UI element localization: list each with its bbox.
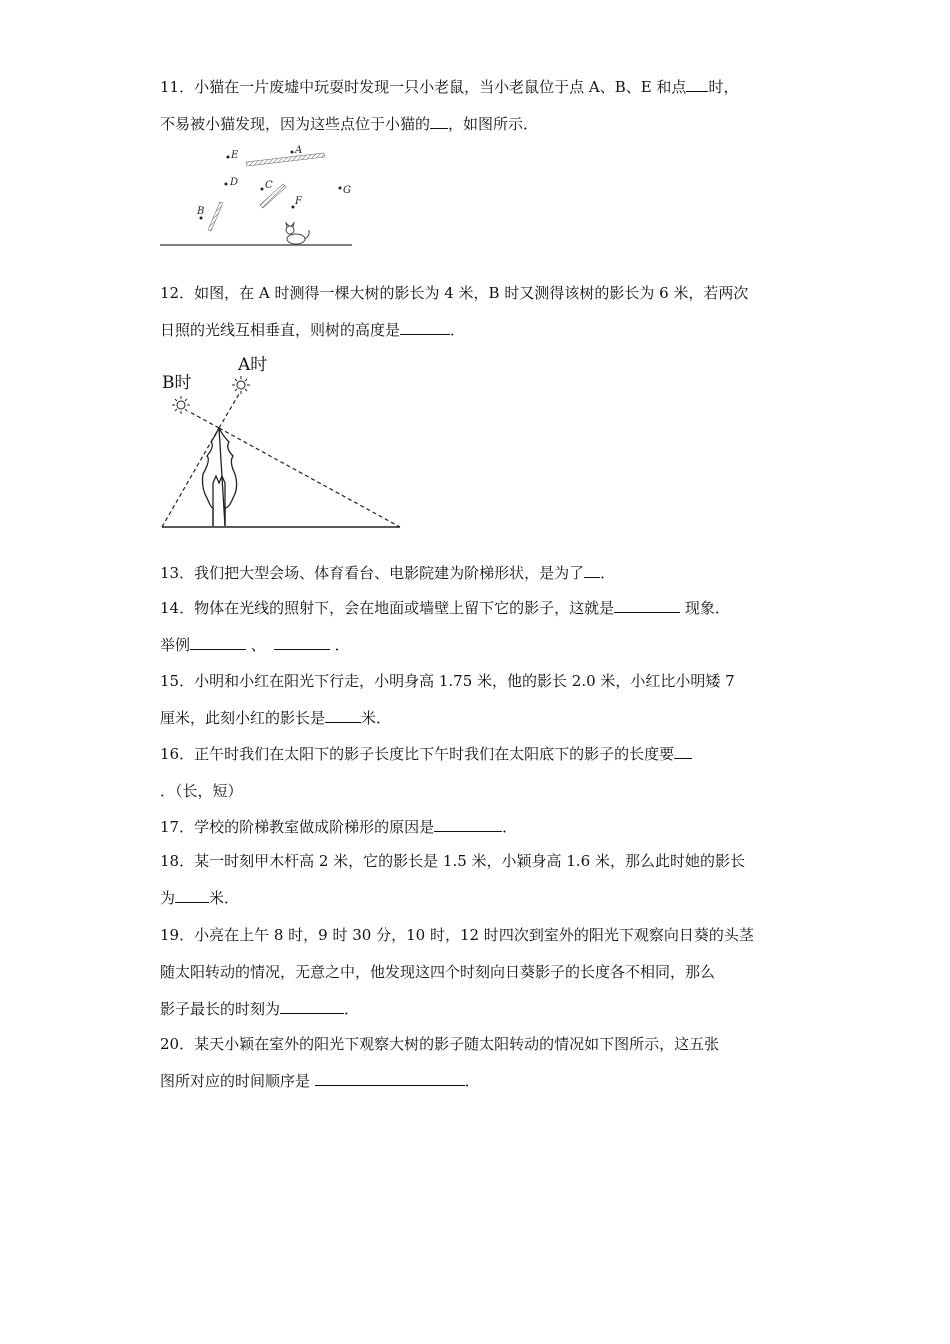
q13-line: 13．我们把大型会场、体育看台、电影院建为阶梯形状，是为了 ． <box>160 564 616 582</box>
q16-line-1: 16．正午时我们在太阳下的影子长度比下午时我们在太阳底下的影子的长度要 <box>160 744 692 764</box>
q18-line-2: 为 米． <box>160 889 240 907</box>
answer-blank[interactable] <box>614 598 680 613</box>
ray-a <box>162 428 219 527</box>
q20-line-2: 图所对应的时间顺序是 ． <box>160 1072 480 1090</box>
q17-line: 17．学校的阶梯教室做成阶梯形的原因是 ． <box>160 818 518 836</box>
point-a <box>291 151 294 154</box>
point-g <box>339 187 342 190</box>
q20-line-1: 20．某天小颖在室外的阳光下观察大树的影子随太阳转动的情况如下图所示，这五张 <box>160 1035 720 1053</box>
answer-blank[interactable] <box>400 320 450 335</box>
q11-figure <box>160 140 360 252</box>
sun-b-icon <box>172 396 190 414</box>
q12-line-2: 日照的光线互相垂直，则树的高度是 ． <box>160 321 466 339</box>
point-e <box>227 156 230 159</box>
answer-blank[interactable] <box>315 1071 465 1086</box>
answer-blank[interactable] <box>434 817 502 832</box>
answer-blank[interactable] <box>584 563 600 578</box>
label-b-time: B时 <box>162 373 192 393</box>
label-b: B <box>197 206 205 217</box>
ray-a-ext <box>219 394 239 428</box>
label-e: E <box>231 150 239 161</box>
wall-top <box>246 153 325 166</box>
sun-a-icon <box>232 376 250 394</box>
q16-line-2: ．（长，短） <box>160 782 243 800</box>
label-f: F <box>295 196 302 207</box>
answer-blank[interactable] <box>175 888 209 903</box>
answer-blank[interactable] <box>274 635 330 650</box>
q14-line-1: 14．物体在光线的照射下，会在地面或墙壁上留下它的影子，这就是 现象． <box>160 599 730 617</box>
q19-line-3: 影子最长的时刻为 ． <box>160 1000 360 1018</box>
label-d: D <box>230 177 239 188</box>
q12-figure <box>155 348 410 533</box>
answer-blank[interactable] <box>686 77 708 92</box>
answer-blank[interactable] <box>674 744 692 759</box>
q11-line-1: 11．小猫在一片废墟中玩耍时发现一只小老鼠，当小老鼠位于点 A、B、E 和点 时， <box>160 78 739 96</box>
q19-line-1: 19．小亮在上午 8 时，9 时 30 分，10 时，12 时四次到室外的阳光下观察向日葵的头茎 <box>160 926 754 944</box>
point-c <box>261 188 264 191</box>
answer-blank[interactable] <box>280 999 344 1014</box>
q11-line-2: 不易被小猫发现，因为这些点位于小猫的 ，如图所示． <box>160 115 539 133</box>
q15-line-1: 15．小明和小红在阳光下行走，小明身高 1.75 米，他的影长 2.0 米，小红比小明矮 7 <box>160 672 735 690</box>
label-a-time: A时 <box>238 355 268 375</box>
q15-line-2: 厘米，此刻小红的影长是 米． <box>160 709 392 727</box>
point-d <box>225 183 228 186</box>
q12-line-1: 12．如图，在 A 时测得一棵大树的影长为 4 米，B 时又测得该树的影长为 6 米，若两次 <box>160 284 749 302</box>
label-g: G <box>343 185 351 196</box>
ray-b <box>219 428 400 527</box>
wall-middle <box>260 184 286 208</box>
answer-blank[interactable] <box>325 708 361 723</box>
ray-b-ext <box>188 411 219 428</box>
label-c: C <box>265 180 273 191</box>
label-a: A <box>295 145 303 156</box>
cat-icon <box>286 223 309 244</box>
wall-left <box>208 202 223 231</box>
q18-line-1: 18．某一时刻甲木杆高 2 米，它的影长是 1.5 米，小颖身高 1.6 米，那么此时她的影长 <box>160 852 745 870</box>
answer-blank[interactable] <box>430 114 448 129</box>
answer-blank[interactable] <box>190 635 246 650</box>
q19-line-2: 随太阳转动的情况，无意之中，他发现这四个时刻向日葵影子的长度各不相同，那么 <box>160 963 716 981</box>
q14-line-2: 举例 、 ． <box>160 636 350 654</box>
tree-icon <box>203 428 237 526</box>
